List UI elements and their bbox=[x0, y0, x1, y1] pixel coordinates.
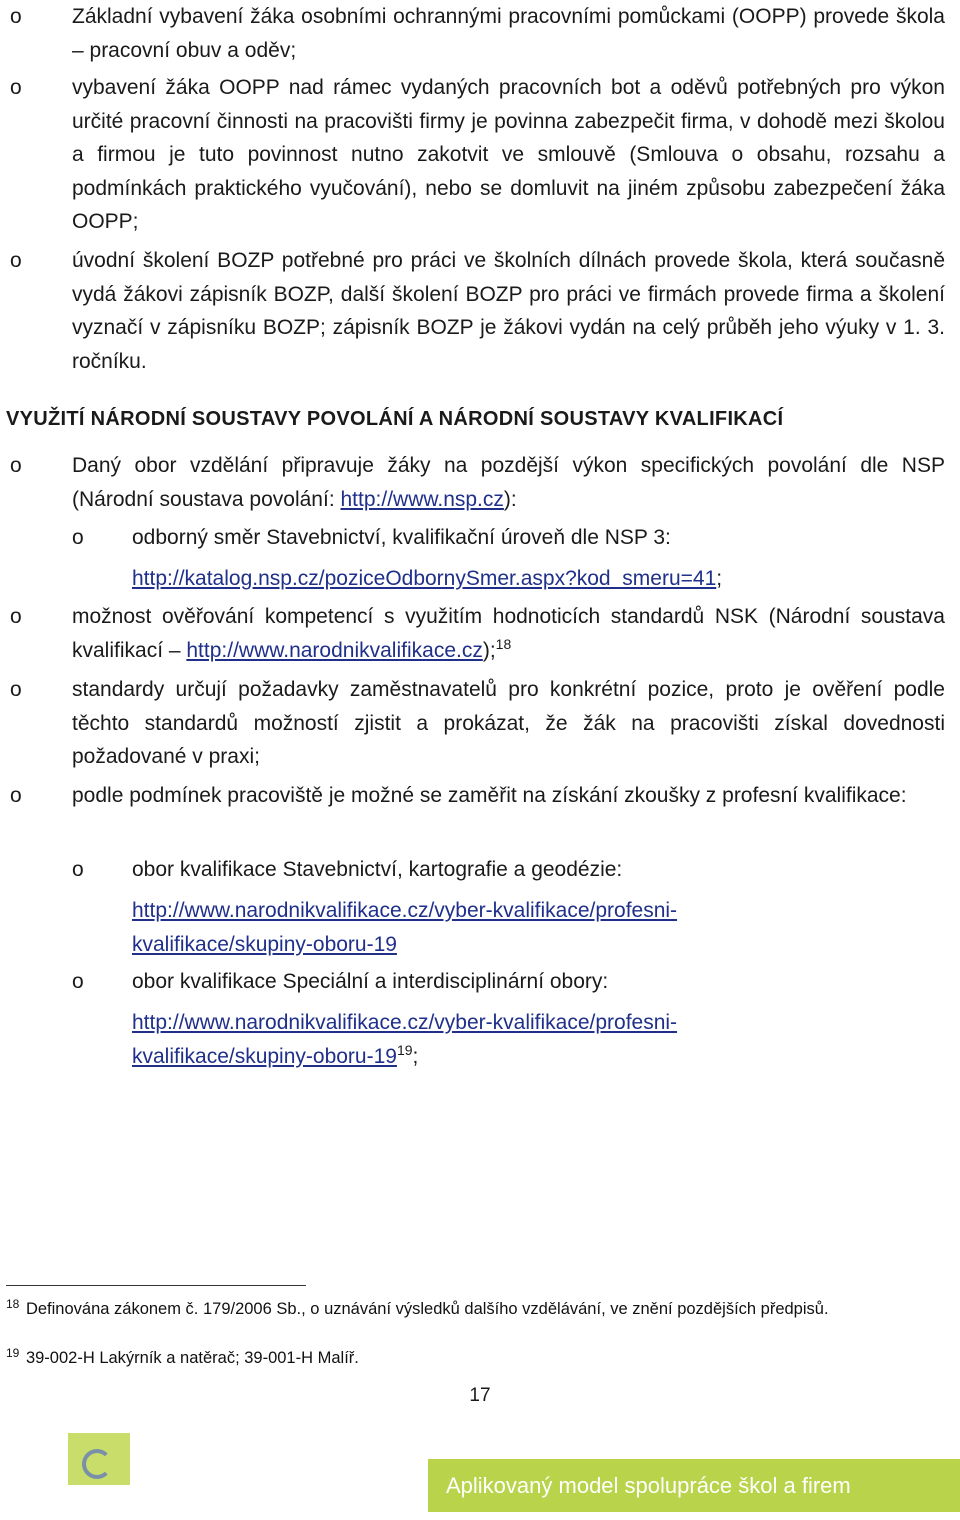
footer-banner: Aplikovaný model spolupráce škol a firem bbox=[428, 1459, 960, 1512]
logo bbox=[68, 1433, 130, 1485]
bullet-text: Základní vybavení žáka osobními ochrannými pracovními pomůckami (OOPP) provede škola – pracovní obuv a oděv; bbox=[72, 5, 945, 62]
bullet-text: úvodní školení BOZP potřebné pro práci ve školních dílnách provede škola, která současně vydá žákovi zápisník BOZP, další školení BOZP pro práci ve firmách provede firma a školení vyznačí v zápisníku BOZP; zápisník BOZP je žákovi vydán na celý průběh jeho výuky v 1. 3. ročníku. bbox=[72, 249, 945, 373]
bullet-text: vybavení žáka OOPP nad rámec vydaných pracovních bot a oděvů potřebných pro výkon určité pracovní činnosti na pracovišti firmy je povinna zabezpečit firma, v dohodě mezi školou a firmou je tuto povinnost nutno zakotvit ve smlouvě (Smlouva o obsahu, rozsahu a podmínkách praktického vyučování), nebo se domluvit na jiném způsobu zabezpečení žáka OOPP; bbox=[72, 76, 945, 233]
bullet-text: podle podmínek pracoviště je možné se zaměřit na získání zkoušky z profesní kvalifikace: bbox=[72, 784, 907, 807]
bullet: o bbox=[72, 858, 84, 881]
kvalifikace-special-link[interactable]: http://www.narodnikvalifikace.cz/vyber-kvalifikace/profesni- bbox=[132, 1011, 678, 1034]
bullet: o bbox=[10, 76, 22, 99]
footnote-separator bbox=[6, 1285, 306, 1286]
narodnikvalifikace-link[interactable]: http://www.narodnikvalifikace.cz bbox=[186, 638, 483, 662]
logo-icon bbox=[82, 1449, 112, 1479]
bullet: o bbox=[10, 605, 22, 628]
kvalifikace-special-link-cont[interactable]: kvalifikace/skupiny-oboru-19 bbox=[132, 1044, 397, 1068]
footnote-number: 19 bbox=[6, 1345, 20, 1360]
bullet: o bbox=[10, 678, 22, 701]
katalog-nsp-link[interactable]: http://katalog.nsp.cz/poziceOdbornySmer.aspx?kod_smeru=41 bbox=[132, 567, 717, 590]
footnote-text: Definována zákonem č. 179/2006 Sb., o uznávání výsledků dalšího vzdělávání, ve znění pozdějších předpisů. bbox=[25, 1300, 829, 1318]
nsp-link[interactable]: http://www.nsp.cz bbox=[340, 487, 504, 511]
bullet-text: obor kvalifikace Speciální a interdisciplinární obory: bbox=[132, 970, 609, 993]
document-page: o Základní vybavení žáka osobními ochrannými pracovními pomůckami (OOPP) provede škola – pracovní obuv a oděv; o vybavení žáka OOPP nad rámec vydaných pracovních bot a oděvů potřebných pro výkon určité pracovní činnosti na pracovišti firmy je povinna zabezpečit firma, v dohodě mezi školou a firmou je tuto povinnost nutno zakotvit ve smlouvě (Smlouva o obsahu, rozsahu a podmínkách praktického vyučování), nebo se domluvit na jiném způsobu zabezpečení žáka OOPP; o úvodní školení BOZP potřebné pro práci ve školních dílnách provede škola, která současně vydá žákovi zápisník BOZP, další školení BOZP pro práci ve firmách provede firma a školení vyznačí v zápisníku BOZP; zápisník BOZP je žákovi vydán na celý průběh jeho výuky v 1. 3. ročníku. VYUŽITÍ NÁRODNÍ SOUSTAVY POVOLÁNÍ A NÁRODNÍ SOUSTAVY KVALIFIKACÍ o Daný obor vzdělání připravuje žáky na pozdější výkon specifických povolání dle NSP (Národní soustava povolání: http://www.nsp.cz): o odborný směr Stavebnictví, kvalifikační úroveň dle NSP 3: http://katalog.nsp.cz/poziceOdbornySmer.aspx?kod_smeru=41; o možnost ověřování kompetencí s využitím hodnoticích standardů NSK (Národní soustava kvalifikací – http://www.narodnikvalifikace.cz);$^{18}$ o standardy určují požadavky zaměstnavatelů pro konkrétní pozice, proto je ověření podle těchto standardů možností zjistit a prokázat, že žák na pracovišti získal dovednosti požadované v praxi; o podle podmínek pracoviště je možné se zaměřit na získání zkoušky z profesní kvalifikace: o obor kvalifikace Stavebnictví, kartografie a geodézie: http://www.narodnikvalifikace.cz/vyber-kvalifikace/profesni- kvalifikace/skupiny-oboru-19 o obor kvalifikace Speciální a interdisciplinární obory: http://www.narodnikvalifikace.cz/vyber-kvalifikace/profesni- kvalifikace/$skupiny-oboru-19^{19}$; $^{18}$ Definována zákonem č. 179/2006 Sb., o uznávání výsledků dalšího vzdělávání, ve znění pozdějších předpisů. $^{19}$ 39-002-H Lakýrník a natěrač; 39-001-H Malíř. 17 Aplikovaný model spolupráce škol a firem bbox=[0, 0, 960, 1520]
kvalifikace-19-link-cont[interactable]: kvalifikace/skupiny-oboru-19 bbox=[132, 932, 397, 956]
footnote-number: 18 bbox=[6, 1296, 20, 1311]
footnote-ref: 18 bbox=[495, 635, 512, 652]
footnote bbox=[6, 1347, 956, 1369]
bullet: o bbox=[72, 970, 84, 993]
bullet: o bbox=[10, 454, 22, 477]
kvalifikace-19-link[interactable]: http://www.narodnikvalifikace.cz/vyber-kvalifikace/profesni- bbox=[132, 899, 678, 922]
bullet: o bbox=[10, 249, 22, 272]
footnote bbox=[6, 1298, 956, 1320]
bullet: o bbox=[72, 526, 84, 549]
bullet-text: obor kvalifikace Stavebnictví, kartografie a geodézie: bbox=[132, 858, 623, 881]
bullet: o bbox=[10, 5, 22, 28]
bullet-text: Daný obor vzdělání připravuje žáky na pozdější výkon specifických povolání dle NSP (Národní soustava povolání: http://www.nsp.cz): bbox=[72, 454, 945, 511]
section-heading: VYUŽITÍ NÁRODNÍ SOUSTAVY POVOLÁNÍ A NÁRODNÍ SOUSTAVY KVALIFIKACÍ bbox=[6, 408, 784, 430]
bullet-text: možnost ověřování kompetencí s využitím hodnoticích standardů NSK (Národní soustava kvalifikací – http://www.narodnikvalifikace.cz);$^{18}$ bbox=[72, 605, 945, 662]
bullet-text: odborný směr Stavebnictví, kvalifikační úroveň dle NSP 3: bbox=[132, 526, 671, 549]
footnote-text: 39-002-H Lakýrník a natěrač; 39-001-H Malíř. bbox=[25, 1349, 359, 1367]
footnote-ref: 19 bbox=[396, 1041, 413, 1058]
bullet: o bbox=[10, 784, 22, 807]
page-number: 17 bbox=[469, 1385, 491, 1406]
bullet-text: standardy určují požadavky zaměstnavatelů pro konkrétní pozice, proto je ověření podle těchto standardů možností zjistit a prokázat, že žák na pracovišti získal dovednosti požadované v praxi; bbox=[72, 678, 945, 768]
